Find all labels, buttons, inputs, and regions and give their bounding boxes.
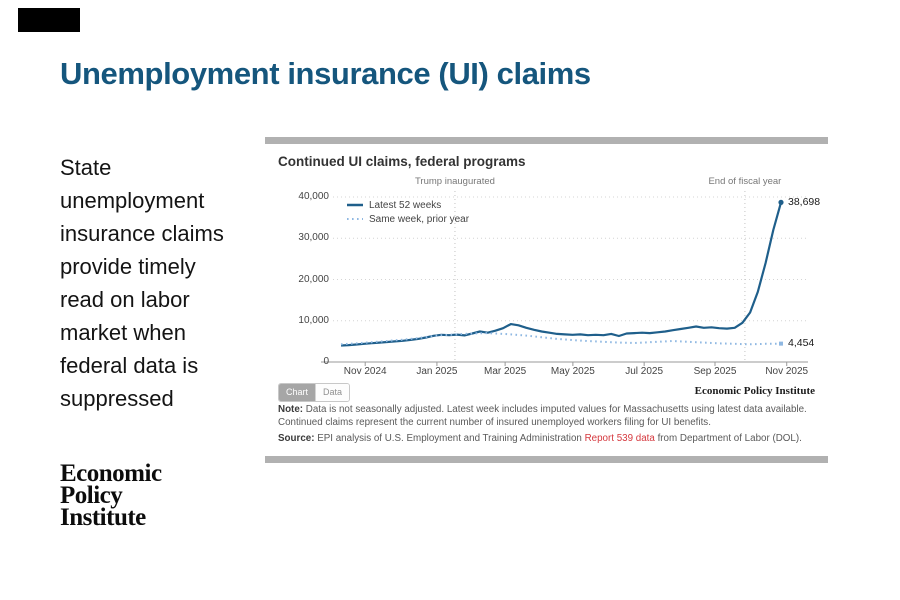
- legend-label: Latest 52 weeks: [369, 199, 442, 211]
- tab-data[interactable]: Data: [315, 384, 349, 401]
- chart-source: [278, 432, 818, 445]
- annotation-label: End of fiscal year: [708, 176, 782, 187]
- chart-card: [265, 137, 828, 463]
- series-end-value: 38,698: [788, 195, 821, 208]
- slide-corner-mark: [18, 8, 80, 32]
- x-axis-label: Sep 2025: [693, 366, 737, 377]
- card-bottom-bar: [265, 456, 828, 463]
- y-axis-label: 30,000: [298, 232, 329, 244]
- legend-item: [347, 212, 469, 226]
- page-title: Unemployment insurance (UI) claims: [60, 56, 591, 91]
- y-axis-label: 20,000: [298, 273, 329, 285]
- legend-swatch-dotted: [347, 216, 363, 222]
- chart-data-toggle: [278, 383, 350, 402]
- card-top-bar: [265, 137, 828, 144]
- epi-logo-line: Policy: [60, 482, 123, 509]
- x-axis-label: Mar 2025: [483, 366, 527, 377]
- x-axis-label: May 2025: [550, 366, 595, 377]
- source-body-post: from Department of Labor (DOL).: [654, 433, 802, 444]
- y-axis-label: 0: [323, 356, 329, 367]
- chart-title: Continued UI claims, federal programs: [278, 154, 526, 169]
- x-axis-label: Nov 2025: [765, 366, 809, 377]
- x-axis-label: Jan 2025: [416, 366, 458, 377]
- source-label: Source:: [278, 433, 315, 444]
- chart-legend: [347, 198, 469, 226]
- note-label: Note:: [278, 404, 304, 415]
- note-body: Data is not seasonally adjusted. Latest week includes imputed values for Massachusetts using latest data available. Continued claims represent the current number of insured unemployed workers filing for UI benefits.: [278, 404, 807, 428]
- tab-chart[interactable]: Chart: [279, 384, 315, 401]
- epi-logo-line: Institute: [60, 504, 146, 531]
- epi-logo-line: Economic: [60, 460, 162, 487]
- source-body-pre: EPI analysis of U.S. Employment and Training Administration: [314, 433, 585, 444]
- legend-swatch-solid: [347, 202, 363, 208]
- series-end-value: 4,454: [788, 337, 815, 350]
- epi-logo: [60, 460, 162, 531]
- chart-note: [278, 403, 818, 429]
- annotation-label: Trump inaugurated: [414, 176, 495, 187]
- legend-item: [347, 198, 469, 212]
- epi-credit-logotype: Economic Policy Institute: [694, 385, 815, 397]
- legend-label: Same week, prior year: [369, 213, 470, 225]
- y-axis-label: 40,000: [298, 191, 329, 202]
- x-axis-label: Jul 2025: [625, 366, 664, 377]
- report-539-link[interactable]: Report 539 data: [584, 433, 655, 444]
- y-axis-label: 10,000: [298, 314, 329, 326]
- slide-description: State unemployment insurance claims provide timely read on labor market when federal data is suppressed: [60, 155, 224, 411]
- x-axis-label: Nov 2024: [343, 366, 387, 377]
